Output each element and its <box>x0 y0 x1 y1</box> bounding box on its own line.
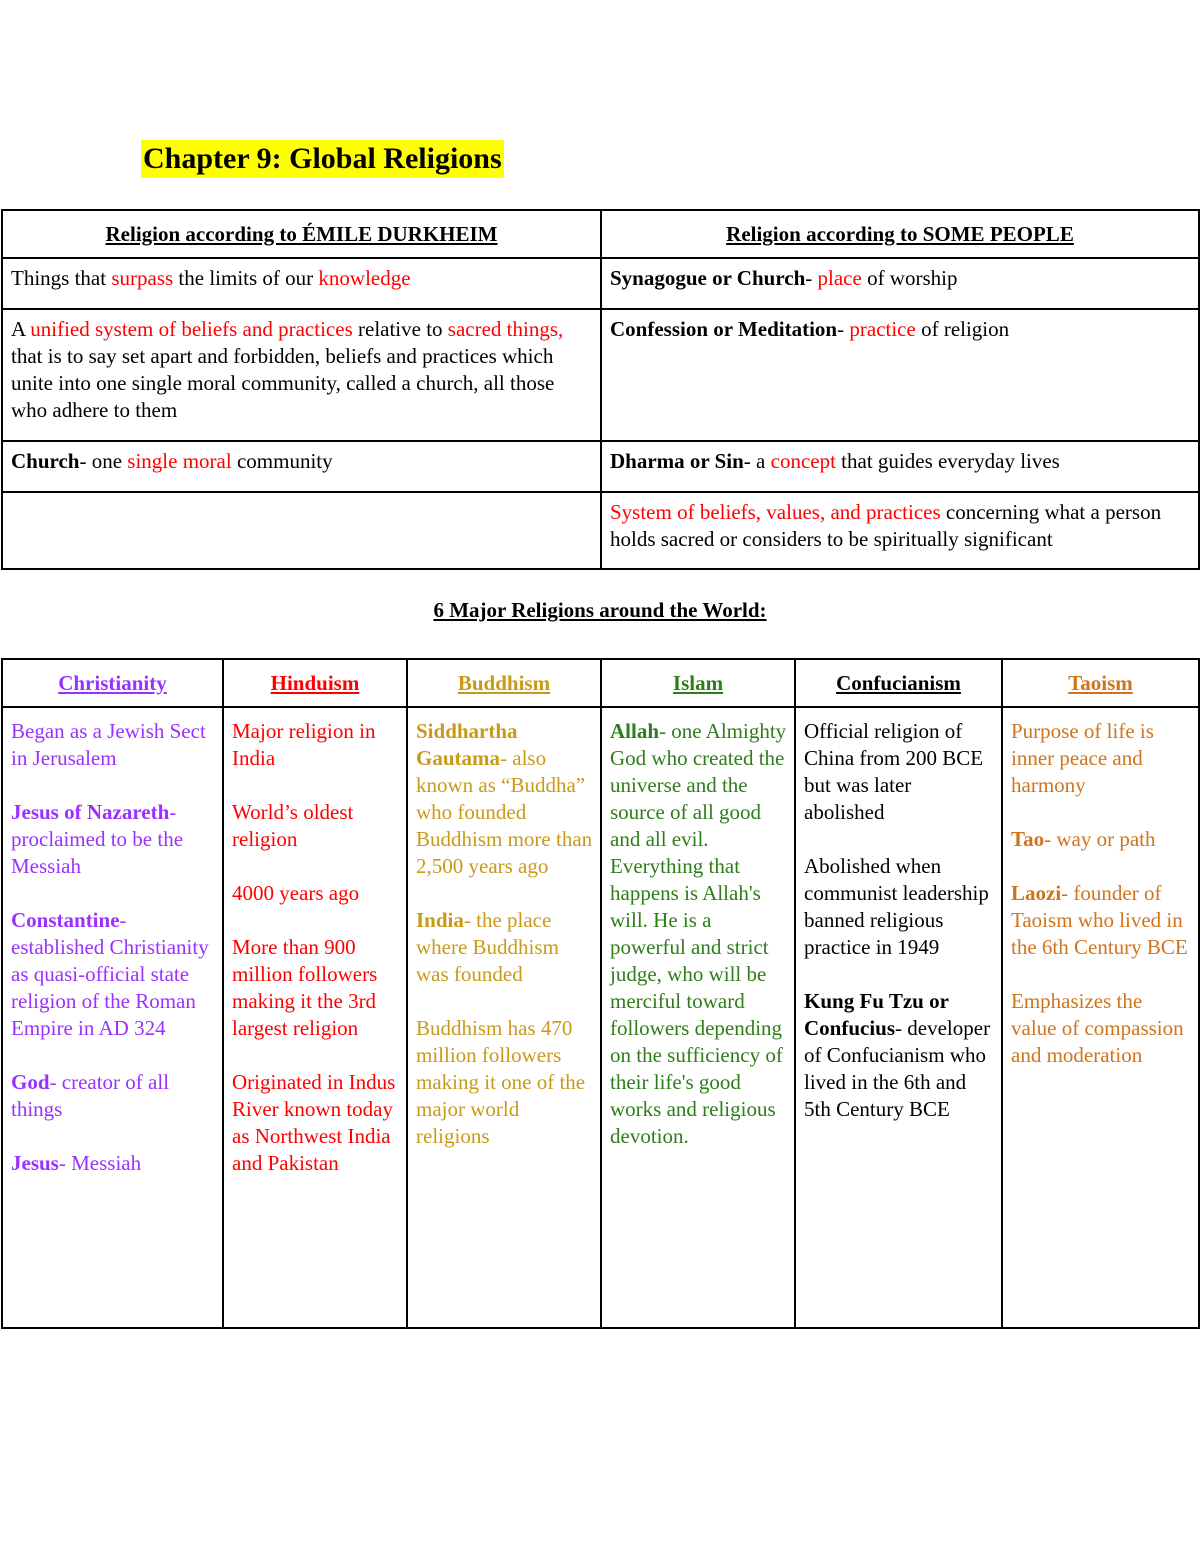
islam-cell <box>601 707 795 1328</box>
durkheim-definition-3: Church- one single moral community <box>2 441 601 492</box>
hinduism-note: More than 900 million followers making it the 3rd largest religion <box>232 935 378 1040</box>
durkheim-empty-cell <box>2 492 601 569</box>
taoism-note: Purpose of life is inner peace and harmony <box>1011 719 1154 797</box>
hinduism-note: World’s oldest religion <box>232 800 354 851</box>
confucianism-note: Official religion of China from 200 BCE but was later abolished <box>804 719 984 824</box>
durkheim-definition-2: A unified system of beliefs and practices relative to sacred things, that is to say set apart and forbidden, beliefs and practices which unite into one single moral community, called a church, all those who adhere to them <box>2 309 601 441</box>
christianity-cell <box>2 707 223 1328</box>
buddhism-note: India- the place where Buddhism was founded <box>416 908 559 986</box>
people-definition-2: Confession or Meditation- practice of religion <box>601 309 1199 441</box>
buddhism-note: Buddhism has 470 million followers making it one of the major world religions <box>416 1016 586 1148</box>
hinduism-note: 4000 years ago <box>232 881 360 905</box>
hinduism-cell <box>223 707 407 1328</box>
confucianism-cell <box>795 707 1002 1328</box>
islam-note: Allah- one Almighty God who created the universe and the source of all good and all evil. Everything that happens is Allah's will. He is a powerful and strict judge, who will be merciful toward followers depending on the sufficiency of their life's good works and religious devotion. <box>610 719 787 1148</box>
christianity-note: God- creator of all things <box>11 1070 170 1121</box>
hinduism-note: Major religion in India <box>232 719 376 770</box>
taoism-note: Tao- way or path <box>1011 827 1156 851</box>
header-taoism: Taoism <box>1002 659 1199 707</box>
header-durkheim: Religion according to ÉMILE DURKHEIM <box>2 210 601 258</box>
people-definition-1: Synagogue or Church- place of worship <box>601 258 1199 309</box>
section-title: 6 Major Religions around the World: <box>433 598 767 622</box>
christianity-note: Jesus- Messiah <box>11 1151 142 1175</box>
buddhism-cell <box>407 707 601 1328</box>
christianity-note: Began as a Jewish Sect in Jerusalem <box>11 719 206 770</box>
header-some-people: Religion according to SOME PEOPLE <box>601 210 1199 258</box>
confucianism-note: Abolished when communist leadership banned religious practice in 1949 <box>804 854 989 959</box>
people-definition-3: Dharma or Sin- a concept that guides everyday lives <box>601 441 1199 492</box>
taoism-note: Emphasizes the value of compassion and moderation <box>1011 989 1184 1067</box>
taoism-note: Laozi- founder of Taoism who lived in the 6th Century BCE <box>1011 881 1188 959</box>
durkheim-comparison-table <box>1 209 1200 570</box>
christianity-note: Constantine- established Christianity as quasi-official state religion of the Roman Empire in AD 324 <box>11 908 209 1040</box>
header-confucianism: Confucianism <box>795 659 1002 707</box>
people-definition-4: System of beliefs, values, and practices concerning what a person holds sacred or considers to be spiritually significant <box>601 492 1199 569</box>
header-islam: Islam <box>601 659 795 707</box>
buddhism-note: Siddhartha Gautama- also known as “Buddha” who founded Buddhism more than 2,500 years ago <box>416 719 593 878</box>
confucianism-note: Kung Fu Tzu or Confucius- developer of Confucianism who lived in the 6th and 5th Century BCE <box>804 989 991 1121</box>
header-buddhism: Buddhism <box>407 659 601 707</box>
durkheim-definition-1: Things that surpass the limits of our knowledge <box>2 258 601 309</box>
page-title: Chapter 9: Global Religions <box>141 140 504 178</box>
major-religions-table <box>1 658 1200 1329</box>
hinduism-note: Originated in Indus River known today as Northwest India and Pakistan <box>232 1070 396 1175</box>
header-hinduism: Hinduism <box>223 659 407 707</box>
taoism-cell <box>1002 707 1199 1328</box>
christianity-note: Jesus of Nazareth- proclaimed to be the Messiah <box>11 800 184 878</box>
header-christianity: Christianity <box>2 659 223 707</box>
